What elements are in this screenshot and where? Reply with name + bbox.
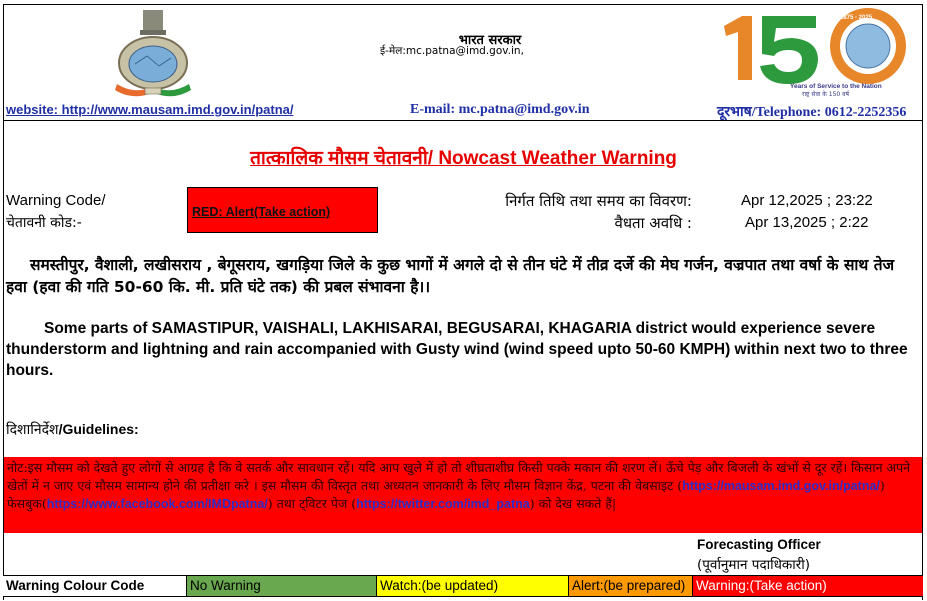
warning-colour-code-legend — [3, 575, 923, 597]
warning-message-hindi: समस्तीपुर, वैशाली, लखीसराय , बेगूसराय, खगड़िया जिले के कुछ भागों में अगले दो से तीन घंटे में तीव्र दर्जे की मेघ गर्जन, वज्रपात तथा वर्षा के साथ तेज हवा (हवा की गति 50-60 कि. मी. प्रति घंटे तक) की प्रबल संभावना है।। — [6, 256, 895, 296]
legend-warning: Warning:(Take action) — [693, 576, 923, 596]
validity-value: Apr 13,2025 ; 2:22 — [745, 214, 869, 231]
gov-email: ई-मेल:mc.patna@imd.gov.in, — [380, 45, 524, 57]
officer-title-hi: (पूर्वानुमान पदाधिकारी) — [697, 557, 811, 573]
note-text: ) को देख सकते हैं| — [529, 496, 617, 511]
legend-no-warning: No Warning — [187, 576, 377, 596]
header-divider — [3, 120, 923, 121]
validity-label: वैधता अवधि : — [614, 214, 692, 232]
website-link[interactable]: website: http://www.mausam.imd.gov.in/patna/ — [6, 102, 294, 117]
warning-code-value: RED: Alert(Take action) — [192, 205, 331, 219]
issue-time-value: Apr 12,2025 ; 23:22 — [741, 192, 873, 209]
warning-message-english: Some parts of SAMASTIPUR, VAISHALI, LAKHISARAI, BEGUSARAI, KHAGARIA district would experience severe thunderstorm and lightning and rain accompanied with Gusty wind (wind speed upto 50-60 KMPH) within next two to three hours. — [6, 320, 908, 379]
forecasting-officer — [697, 534, 821, 576]
email-text: E-mail: mc.patna@imd.gov.in — [410, 102, 590, 117]
warning-code-label-hi: चेतावनी कोड:- — [6, 215, 82, 231]
website-note-link[interactable]: https://mausam.imd.gov.in/patna/ — [682, 479, 880, 493]
guidelines-label-en: /Guidelines: — [58, 421, 139, 437]
note-text: नोट:इस मौसम को देखते हुए लोगों से आग्रह है कि वे सतर्क और सावधान रहें। यदि आप खुले में हो तो शीघ्रताशीघ्र किसी पक्के मकान की शरण लें। ऊँचे पेड़ और बिजली के खंभों से दूर रहें। किसान अपने खेतों में न जाए एवं मौसम सामान्य होने की प्रतीक्षा करे । इस मौसम की विस्तृत तथा अध्यतन जानकारी के लिए मौसम विज्ञान केंद्र, पटना की वेबसाइट ( — [7, 460, 911, 493]
warning-code-badge — [187, 187, 378, 233]
twitter-link[interactable]: https://twitter.com/imd_patna — [356, 497, 530, 511]
facebook-link[interactable]: https://www.facebook.com/IMDpatna/ — [46, 497, 268, 511]
legend-watch: Watch:(be updated) — [377, 576, 569, 596]
guidelines-note — [4, 457, 922, 533]
gov-title: भारत सरकार — [458, 33, 522, 48]
svg-text:1875 - 2025: 1875 - 2025 — [840, 15, 873, 21]
legend-alert: Alert:(be prepared) — [569, 576, 693, 596]
imd-150-years-logo — [720, 6, 915, 98]
svg-text:राष्ट्र सेवा के 150 वर्ष: राष्ट्र सेवा के 150 वर्ष — [802, 91, 849, 98]
imd-emblem-logo — [103, 8, 203, 100]
telephone-text: दूरभाष/Telephone: 0612-2252356 — [717, 105, 907, 120]
issue-values — [741, 190, 873, 234]
page-title: तात्कालिक मौसम चेतावनी/ Nowcast Weather Warning — [250, 148, 677, 169]
note-text: ) तथा ट्विटर पेज ( — [267, 496, 357, 511]
svg-text:Years of Service to the Nation: Years of Service to the Nation — [790, 83, 882, 90]
officer-title-en: Forecasting Officer — [697, 537, 821, 552]
guidelines-heading — [6, 420, 139, 439]
guidelines-label-hi: दिशानिर्देश — [6, 422, 59, 438]
issue-labels — [505, 190, 692, 234]
issue-time-label: निर्गत तिथि तथा समय का विवरण: — [505, 192, 692, 210]
warning-code-label-en: Warning Code/ — [6, 192, 106, 209]
note-text: ) फेसबुक( — [7, 478, 885, 511]
legend-label: Warning Colour Code — [3, 576, 187, 596]
warning-code-label — [6, 190, 106, 234]
